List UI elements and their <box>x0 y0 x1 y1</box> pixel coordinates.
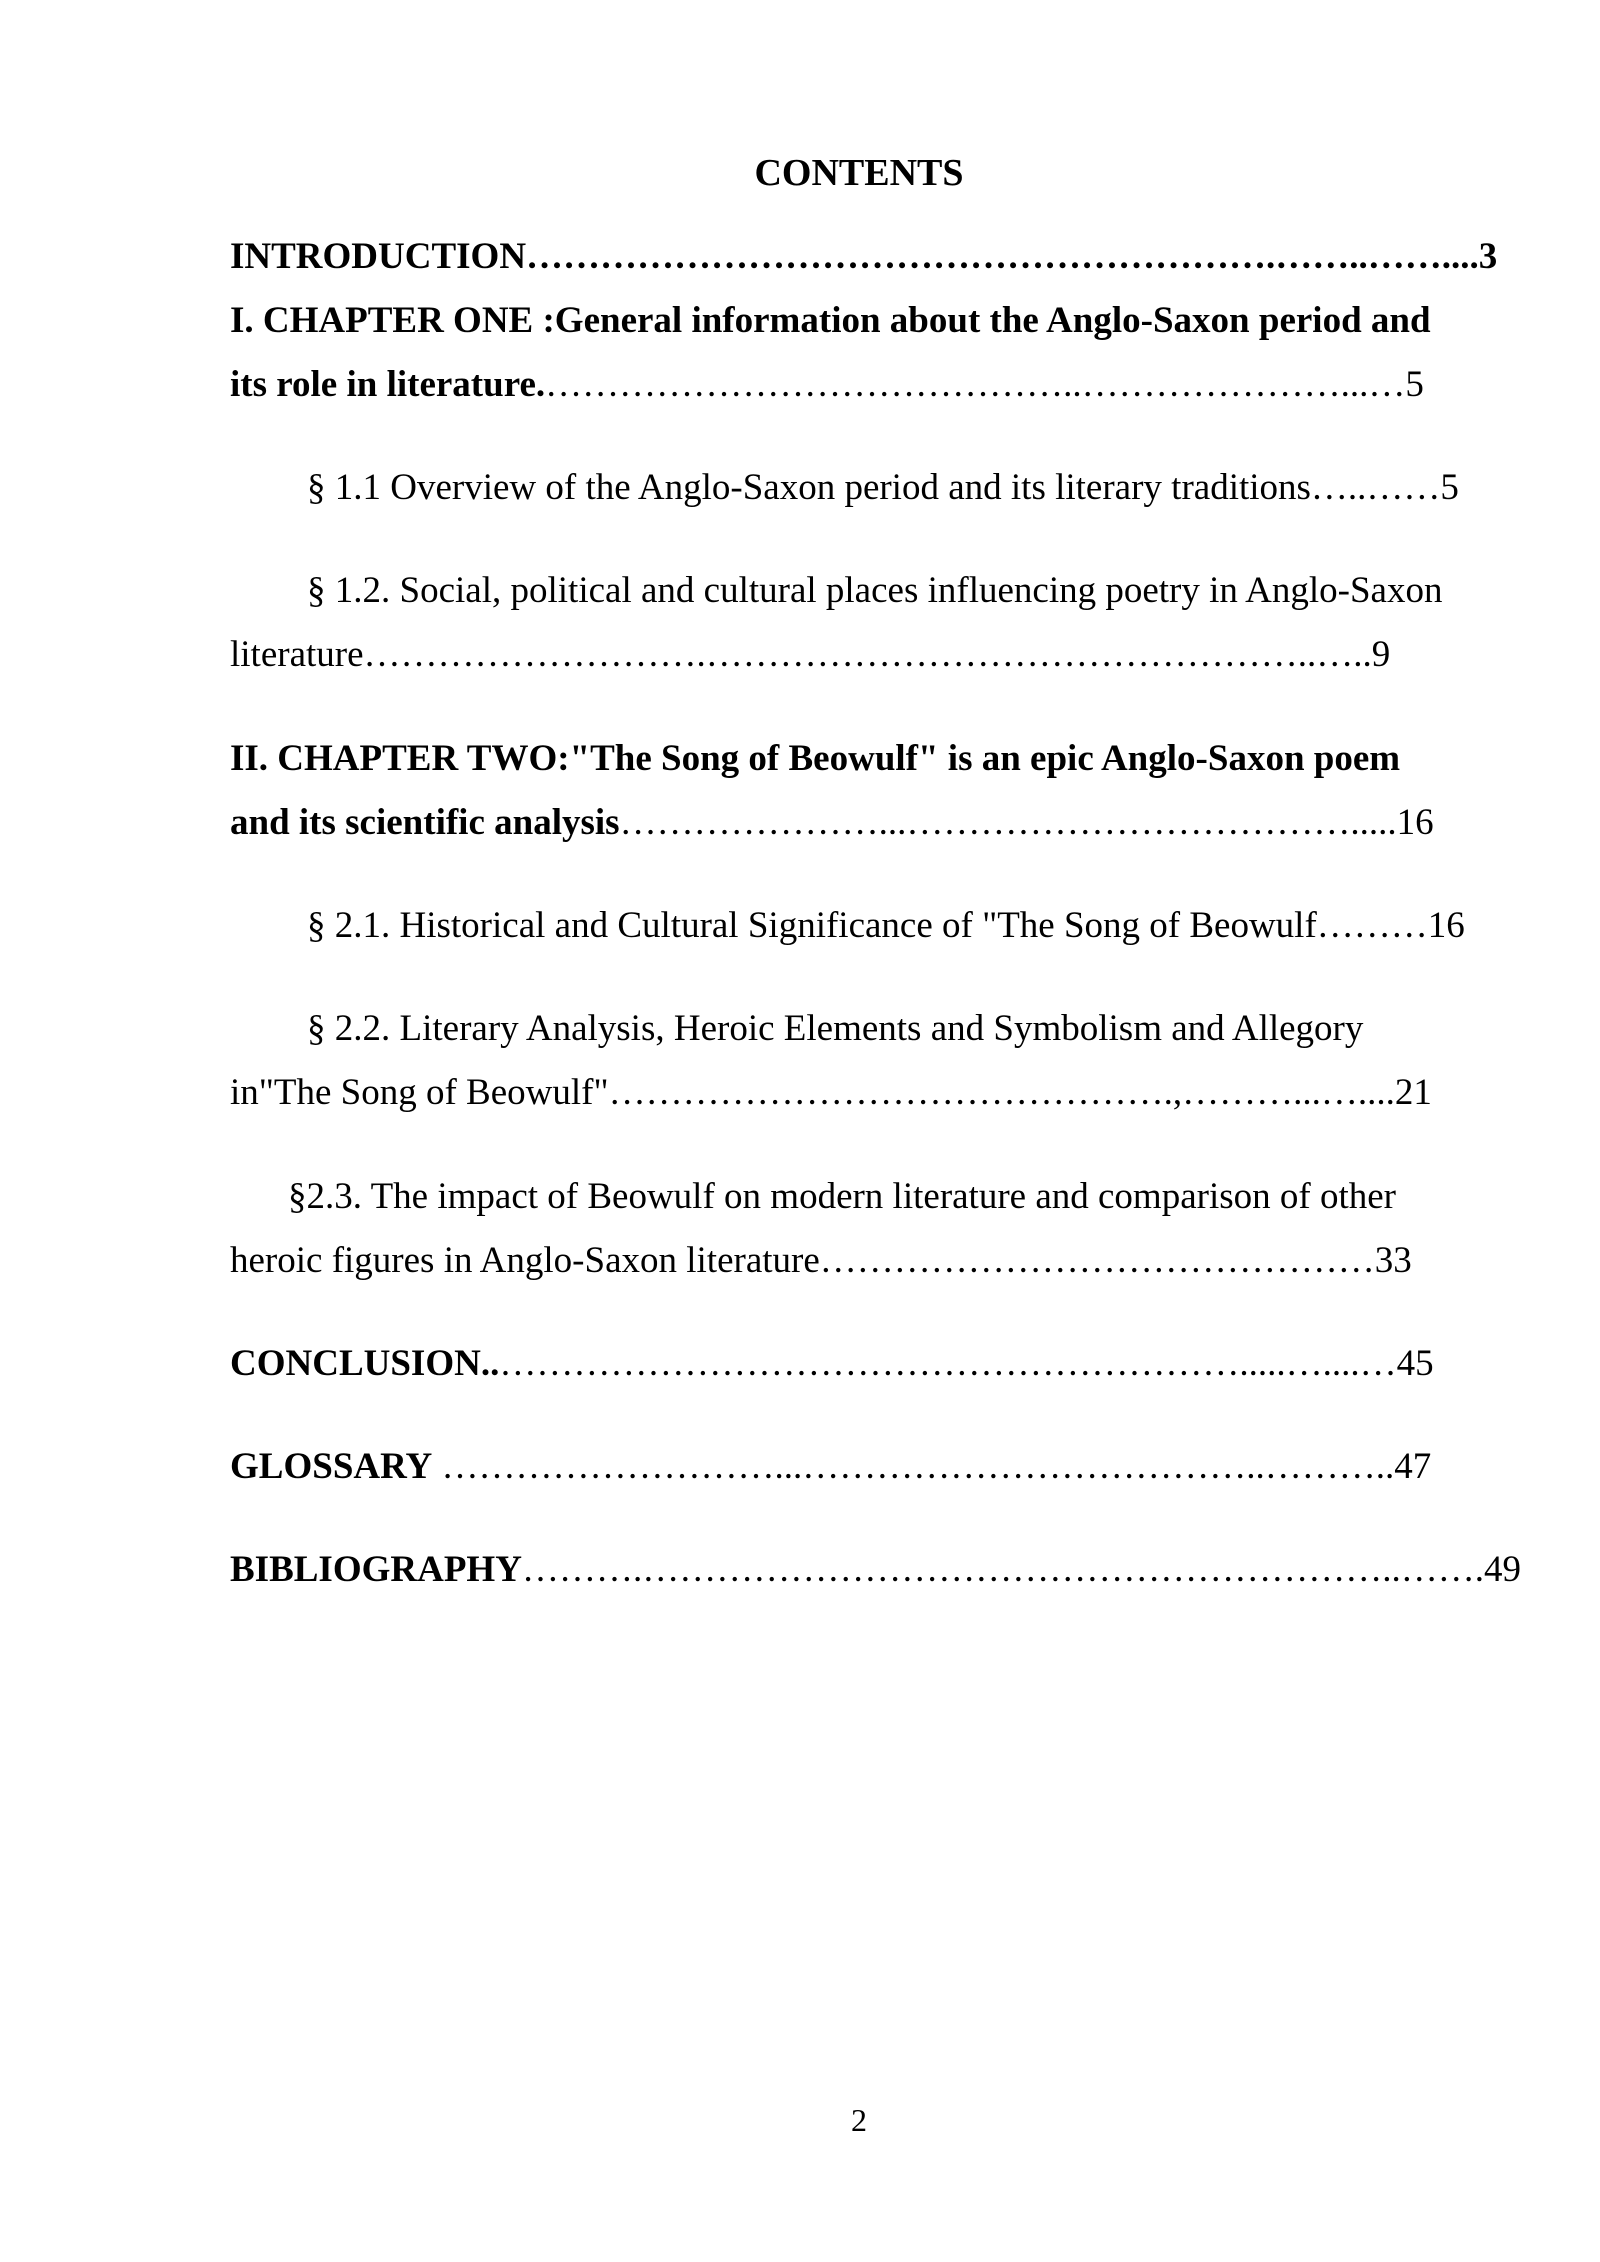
toc-chapter-two-title-end: and its scientific analysis <box>230 802 620 843</box>
toc-conclusion-title: CONCLUSION.. <box>230 1343 500 1384</box>
toc-section-1-2-line-1: § 1.2. Social, political and cultural places influencing poetry in Anglo-Saxon <box>307 570 1443 611</box>
toc-chapter-one-line-1: I. CHAPTER ONE :General information about the Anglo-Saxon period and <box>230 300 1431 341</box>
toc-conclusion-leader: …………………………………………………….....…....…45 <box>499 1343 1434 1384</box>
toc-section-2-2-line-1: § 2.2. Literary Analysis, Heroic Elements and Symbolism and Allegory <box>307 1008 1364 1049</box>
toc-section-1-2-line-2: literature……………………….…………………………………………..…..9 <box>230 634 1391 675</box>
toc-section-2-1: § 2.1. Historical and Cultural Significance of "The Song of Beowulf………16 <box>307 905 1465 946</box>
toc-chapter-one-title-end: its role in literature. <box>230 364 546 405</box>
page-title: CONTENTS <box>754 152 964 194</box>
toc-section-2-2-line-2: in"The Song of Beowulf"……………………………………….,………...…....21 <box>230 1072 1432 1113</box>
toc-glossary <box>230 1444 1431 1490</box>
toc-chapter-one-leader: ……………………………………..…………………...…5 <box>545 364 1424 405</box>
toc-conclusion <box>230 1341 1434 1387</box>
toc-section-2-3-line-1: §2.3. The impact of Beowulf on modern literature and comparison of other <box>288 1176 1396 1217</box>
toc-chapter-two-leader: …………………...……………………………….....16 <box>619 802 1434 843</box>
toc-chapter-one-line-2 <box>230 362 1424 408</box>
toc-introduction <box>230 234 1497 280</box>
toc-glossary-leader: ………………………...………………………………..………..47 <box>432 1446 1432 1487</box>
toc-bibliography-leader: ……….……………………………………………………..…….49 <box>521 1549 1521 1590</box>
toc-chapter-two-line-2 <box>230 800 1434 846</box>
toc-bibliography <box>230 1547 1521 1593</box>
page-number: 2 <box>851 2102 867 2138</box>
toc-section-2-3-line-2: heroic figures in Anglo-Saxon literature………………………………………33 <box>230 1240 1412 1281</box>
toc-glossary-title: GLOSSARY <box>230 1446 433 1487</box>
toc-section-1-1: § 1.1 Overview of the Anglo-Saxon period and its literary traditions…..……5 <box>307 467 1459 508</box>
toc-bibliography-title: BIBLIOGRAPHY <box>230 1549 522 1590</box>
toc-introduction-text: INTRODUCTION…………………………………………………….……..……....3 <box>230 236 1498 277</box>
toc-chapter-two-line-1: II. CHAPTER TWO:"The Song of Beowulf" is an epic Anglo-Saxon poem <box>230 738 1401 779</box>
